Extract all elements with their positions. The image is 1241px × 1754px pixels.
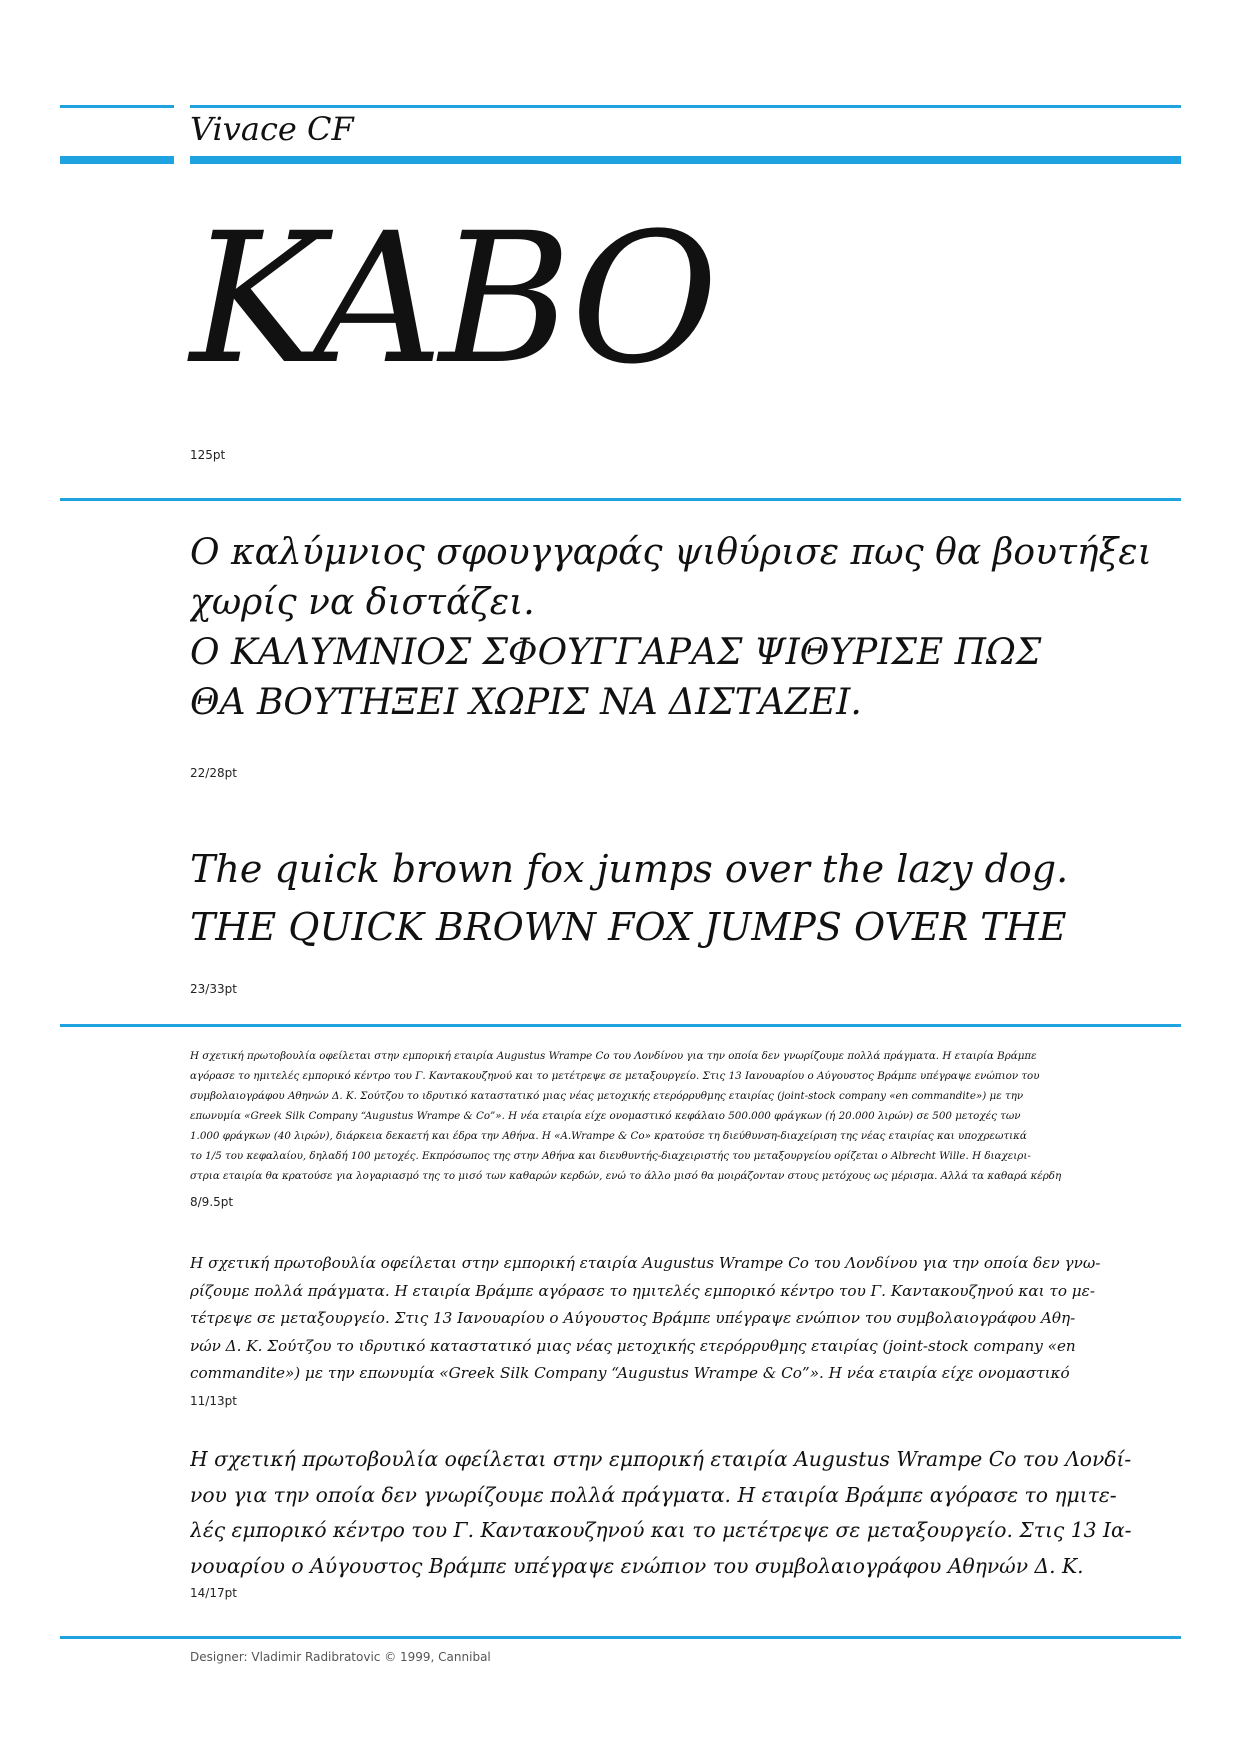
greek-line: Ο καλύμνιος σφουγγαράς ψιθύρισε πως θα βουτήξει — [190, 532, 1152, 573]
greek-size-label: 22/28pt — [190, 766, 237, 780]
text-line: commandite») με την επωνυμία «Greek Silk Company “Augustus Wrampe & Co”». Η νέα εταιρία είχε ονομαστικό — [190, 1364, 1070, 1382]
text-line: επωνυμία «Greek Silk Company “Augustus Wrampe & Co”». Η νέα εταιρία είχε ονομαστικό κεφάλαιο 500.000 φράγκων (ή 20.000 λιρών) σε 500 μετοχές των — [190, 1110, 1021, 1122]
latin-size-label: 23/33pt — [190, 982, 237, 996]
greek-line: ΘΑ ΒΟΥΤΗΞΕΙ ΧΩΡΙΣ ΝΑ ΔΙΣΤΑΖΕΙ. — [190, 682, 862, 723]
text-line: Η σχετική πρωτοβουλία οφείλεται στην εμπορική εταιρία Augustus Wrampe Co του Λονδίνου για την οποία δεν γνωρίζουμε πολλά πράγματα. Η εταιρία Βράμπε — [190, 1050, 1037, 1062]
section-rule-2 — [60, 1024, 1181, 1027]
text-line: συμβολαιογράφου Αθηνών Δ. Κ. Σούτζου το ιδρυτικό καταστατικό μιας νέας μετοχικής ετερόρρυθμης εταιρίας (joint-stock company «en commandite») με την — [190, 1090, 1024, 1102]
text-line: αγόρασε το ημιτελές εμπορικό κέντρο του Γ. Καντακουζηνού και το μετέτρεψε σε μεταξουργείο. Στις 13 Ιανουαρίου ο Αύγουστος Βράμπε υπέγραψε ενώπιον του — [190, 1070, 1040, 1082]
header-rule-bottom-left — [60, 156, 174, 164]
greek-line: Ο ΚΑΛΥΜΝΙΟΣ ΣΦΟΥΓΓΑΡΑΣ ΨΙΘΥΡΙΣΕ ΠΩΣ — [190, 632, 1042, 673]
text-11-size-label: 11/13pt — [190, 1394, 237, 1408]
text-line: νουαρίου ο Αύγουστος Βράμπε υπέγραψε ενώπιον του συμβολαιογράφου Αθηνών Δ. Κ. — [190, 1553, 1084, 1578]
greek-sample — [190, 528, 1180, 728]
text-block-14pt — [190, 1442, 1180, 1584]
latin-sample — [190, 840, 1180, 956]
text-8-size-label: 8/9.5pt — [190, 1195, 234, 1209]
designer-credit: Designer: Vladimir Radibratovic © 1999, Cannibal — [190, 1650, 491, 1664]
greek-line: χωρίς να διστάζει. — [190, 582, 535, 623]
footer-rule — [60, 1636, 1181, 1639]
text-line: νου για την οποία δεν γνωρίζουμε πολλά πράγματα. Η εταιρία Βράμπε αγόρασε το ημιτε- — [190, 1482, 1117, 1507]
text-line: λές εμπορικό κέντρο του Γ. Καντακουζηνού και το μετέτρεψε σε μεταξουργείο. Στις 13 Ια- — [190, 1518, 1132, 1542]
text-line: στρια εταιρία θα κρατούσε για λογαριασμό της το μισό των καθαρών κερδών, ενώ το άλλο μισό θα μοιράζονταν στους μετόχους ως μέρισμα. Αλλά τα καθαρά κέρδη — [190, 1170, 1062, 1182]
text-line: Η σχετική πρωτοβουλία οφείλεται στην εμπορική εταιρία Augustus Wrampe Co του Λονδί- — [190, 1447, 1132, 1471]
header-rule-top-right — [190, 105, 1181, 108]
font-name-title: Vivace CF — [190, 110, 354, 148]
text-line: το 1/5 του κεφαλαίου, δηλαδή 100 μετοχές. Εκπρόσωπος της στην Αθήνα και διευθυντής-διαχειριστής του μεταξουργείου ορίζεται ο Albrecht Wille. Η διαχειρι- — [190, 1150, 1031, 1162]
text-line: νών Δ. Κ. Σούτζου το ιδρυτικό καταστατικό μιας νέας μετοχικής ετερόρρυθμης εταιρίας (joint-stock company «en — [190, 1336, 1076, 1355]
header-rule-bottom-right — [190, 156, 1181, 164]
latin-line: The quick brown fox jumps over the lazy dog. — [190, 847, 1069, 891]
latin-line: THE QUICK BROWN FOX JUMPS OVER THE — [190, 905, 1067, 949]
header-rule-top-left — [60, 105, 174, 108]
text-line: τέτρεψε σε μεταξουργείο. Στις 13 Ιανουαρίου ο Αύγουστος Βράμπε υπέγραψε ενώπιον του συμβολαιογράφου Αθη- — [190, 1309, 1076, 1327]
text-line: ρίζουμε πολλά πράγματα. Η εταιρία Βράμπε αγόρασε το ημιτελές εμπορικό κέντρο του Γ. Καντακουζηνού και το με- — [190, 1281, 1095, 1300]
text-14-size-label: 14/17pt — [190, 1586, 237, 1600]
text-block-11pt — [190, 1250, 1180, 1388]
text-line: 1.000 φράγκων (40 λιρών), διάρκεια δεκαετή και έδρα την Αθήνα. Η «A.Wrampe & Co» κρατούσε τη διεύθυνση-διαχείριση της νέας εταιρίας και υποχρεωτικά — [190, 1130, 1027, 1142]
text-block-8pt — [190, 1046, 1180, 1186]
text-line: Η σχετική πρωτοβουλία οφείλεται στην εμπορική εταιρία Augustus Wrampe Co του Λονδίνου για την οποία δεν γνω- — [190, 1254, 1101, 1272]
section-rule-1 — [60, 498, 1181, 501]
display-sample: KABO — [190, 195, 715, 404]
display-size-label: 125pt — [190, 448, 226, 462]
